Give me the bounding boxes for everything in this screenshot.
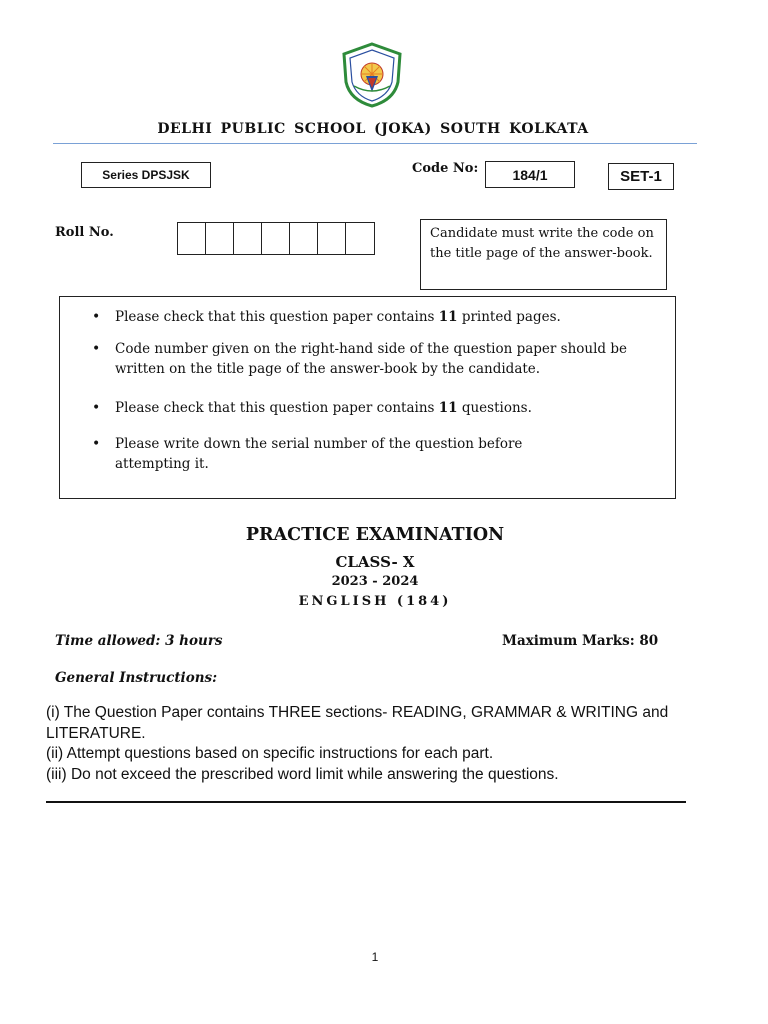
series-box: Series DPSJSK (81, 162, 211, 188)
header-divider (53, 143, 697, 144)
bullet-icon: • (92, 400, 101, 416)
school-crest-icon (340, 42, 404, 108)
general-instructions-list (46, 703, 726, 785)
instruction-text: Please check that this question paper contains (115, 309, 439, 325)
page-number: 1 (371, 950, 379, 964)
school-name: DELHI PUBLIC SCHOOL (JOKA) SOUTH KOLKATA (157, 121, 589, 137)
exam-title: PRACTICE EXAMINATION (245, 525, 505, 545)
section-divider (46, 801, 686, 803)
roll-number-grid (177, 222, 375, 255)
general-instruction-item: (ii) Attempt questions based on specific instructions for each part. (46, 745, 494, 762)
instruction-item (92, 434, 575, 474)
instruction-text: printed pages. (457, 309, 561, 325)
exam-year: 2023 - 2024 (331, 574, 419, 589)
candidate-note-box: Candidate must write the code on the title page of the answer-book. (420, 219, 667, 290)
bullet-icon: • (92, 436, 101, 452)
exam-class: CLASS- X (335, 553, 415, 571)
time-allowed: Time allowed: 3 hours (55, 633, 223, 649)
set-box: SET-1 (608, 163, 674, 190)
general-instructions-heading: General Instructions: (55, 670, 218, 686)
code-value-box: 184/1 (485, 161, 575, 188)
bullet-icon: • (92, 341, 101, 357)
exam-subject: ENGLISH (184) (298, 594, 452, 609)
instruction-text: questions. (457, 400, 532, 416)
roll-number-cell (346, 223, 374, 254)
code-label: Code No: (412, 161, 479, 176)
instruction-text: Please write down the serial number of the question before attempting it. (115, 436, 523, 472)
instruction-bold: 11 (438, 309, 458, 325)
roll-number-label: Roll No. (55, 225, 114, 240)
instruction-item (92, 339, 665, 379)
general-instruction-item: (i) The Question Paper contains THREE sections- READING, GRAMMAR & WRITING and LITERATURE. (46, 704, 669, 742)
bullet-icon: • (92, 309, 101, 325)
general-instruction-item: (iii) Do not exceed the prescribed word limit while answering the questions. (46, 765, 559, 783)
roll-number-cell (290, 223, 318, 254)
instruction-text: Please check that this question paper contains (115, 400, 439, 416)
instructions-box (59, 296, 676, 499)
instruction-text: Code number given on the right-hand side of the question paper should be written on the title page of the answer-book by the candidate. (115, 341, 627, 377)
roll-number-cell (262, 223, 290, 254)
instruction-bold: 11 (438, 400, 458, 416)
roll-number-cell (234, 223, 262, 254)
instruction-item (92, 307, 665, 327)
roll-number-cell (206, 223, 234, 254)
roll-number-cell (178, 223, 206, 254)
instruction-item (92, 398, 665, 418)
maximum-marks: Maximum Marks: 80 (502, 633, 659, 649)
roll-number-cell (318, 223, 346, 254)
